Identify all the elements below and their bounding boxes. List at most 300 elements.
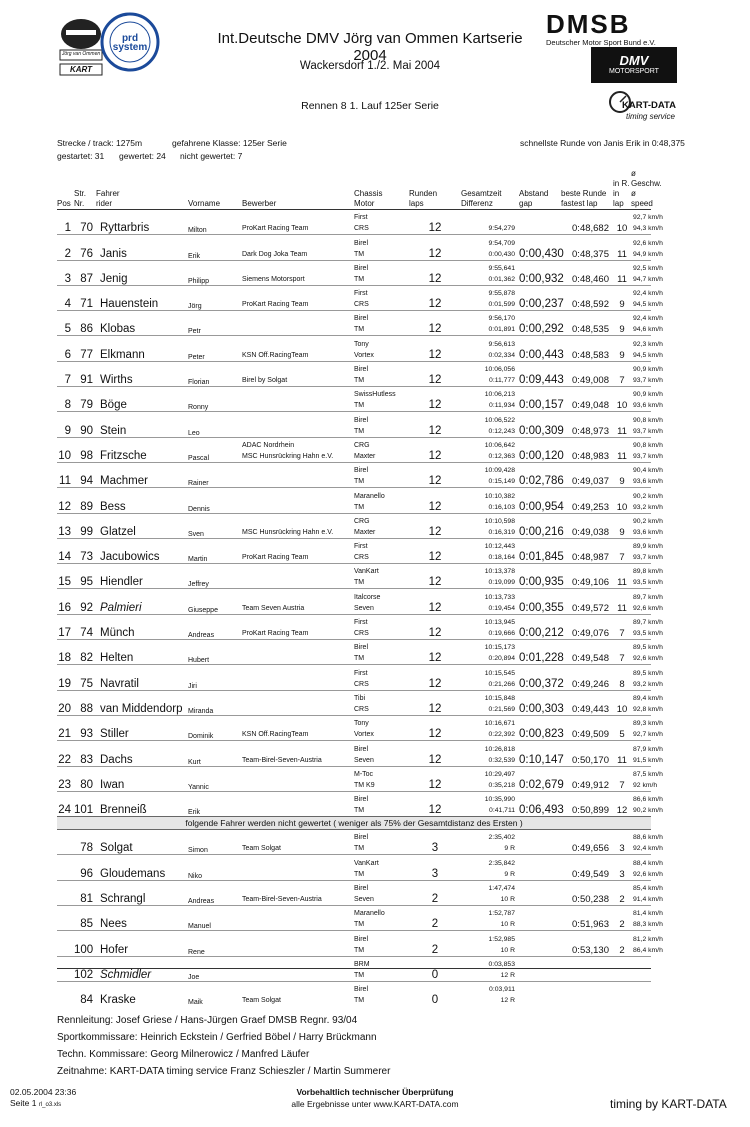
first-name: Andreas bbox=[188, 880, 242, 905]
rider-name: Schrangl bbox=[96, 880, 188, 905]
motor: TM bbox=[354, 946, 365, 954]
speed-fastest: 81,4 km/h bbox=[633, 910, 663, 918]
chassis-motor bbox=[354, 665, 409, 690]
position bbox=[57, 931, 74, 956]
start-number: 85 bbox=[74, 906, 96, 931]
table-row bbox=[57, 715, 651, 740]
best-lap-number: 10 bbox=[613, 690, 631, 715]
table-row bbox=[57, 855, 651, 880]
rider-name: Janis bbox=[96, 235, 188, 260]
chassis: Maranello bbox=[354, 492, 385, 500]
total-time bbox=[461, 488, 519, 513]
best-lap: 0:48,987 bbox=[561, 538, 613, 563]
laps: 12 bbox=[409, 361, 461, 386]
best-lap: 0:50,238 bbox=[561, 880, 613, 905]
average-speed bbox=[631, 830, 663, 855]
average-speed bbox=[631, 690, 663, 715]
rider-name: Elkmann bbox=[96, 336, 188, 361]
rider-name: Bess bbox=[96, 488, 188, 513]
first-name: Jörg bbox=[188, 285, 242, 310]
entrant-text: ProKart Racing Team bbox=[242, 554, 309, 562]
chassis: CRG bbox=[354, 517, 370, 525]
table-row bbox=[57, 830, 651, 855]
best-lap: 0:49,509 bbox=[561, 715, 613, 740]
motor: Vortex bbox=[354, 351, 374, 359]
average-speed bbox=[631, 210, 663, 235]
speed-fastest: 92,6 km/h bbox=[633, 239, 663, 247]
speed-average: 93,7 km/h bbox=[633, 427, 663, 435]
position: 22 bbox=[57, 741, 74, 766]
kartdata-logo bbox=[606, 88, 676, 124]
average-speed bbox=[631, 640, 663, 665]
rider-name: van Middendorp bbox=[96, 690, 188, 715]
col-chassis: Chassis Motor bbox=[354, 169, 409, 210]
first-name: Petr bbox=[188, 311, 242, 336]
entrant bbox=[242, 640, 354, 665]
dmsb-logo bbox=[546, 9, 676, 47]
fastest-lap-info: schnellste Runde von Janis Erik in 0:48,375 bbox=[520, 138, 685, 148]
table-row bbox=[57, 285, 651, 310]
gap: 0:00,932 bbox=[519, 260, 561, 285]
total-time bbox=[461, 880, 519, 905]
table-row bbox=[57, 766, 651, 791]
first-name: Milton bbox=[188, 210, 242, 235]
gap: 0:00,935 bbox=[519, 564, 561, 589]
start-number: 101 bbox=[74, 791, 96, 816]
chassis: M-Toc bbox=[354, 770, 374, 778]
motor: TM bbox=[354, 997, 365, 1005]
table-row bbox=[57, 488, 651, 513]
first-name: Dennis bbox=[188, 488, 242, 513]
table-row bbox=[57, 906, 651, 931]
start-number: 98 bbox=[74, 437, 96, 462]
total-time bbox=[461, 361, 519, 386]
chassis-motor bbox=[354, 715, 409, 740]
best-lap-number: 7 bbox=[613, 361, 631, 386]
entrant bbox=[242, 488, 354, 513]
chassis: Tibi bbox=[354, 694, 366, 702]
total-time-value: 10:06,056 bbox=[484, 366, 515, 374]
gap: 0:00,303 bbox=[519, 690, 561, 715]
best-lap-number: 12 bbox=[613, 791, 631, 816]
best-lap-number: 3 bbox=[613, 855, 631, 880]
position: 9 bbox=[57, 412, 74, 437]
best-lap bbox=[561, 981, 613, 1006]
first-name: Florian bbox=[188, 361, 242, 386]
start-number: 90 bbox=[74, 412, 96, 437]
position: 5 bbox=[57, 311, 74, 336]
total-time bbox=[461, 665, 519, 690]
gap bbox=[519, 210, 561, 235]
entrant bbox=[242, 981, 354, 1006]
motor: TM bbox=[354, 921, 365, 929]
average-speed bbox=[631, 336, 663, 361]
entrant bbox=[242, 931, 354, 956]
position: 4 bbox=[57, 285, 74, 310]
entrant-text: ADAC Nordrhein MSC Hunsrückring Hahn e.V. bbox=[242, 441, 334, 460]
total-time-value: 10:09,428 bbox=[484, 467, 515, 475]
best-lap-number: 11 bbox=[613, 564, 631, 589]
start-number: 92 bbox=[74, 589, 96, 614]
chassis-motor bbox=[354, 488, 409, 513]
laps: 12 bbox=[409, 665, 461, 690]
total-time-value: 0:03,911 bbox=[489, 986, 515, 994]
difference-value: 0:21,569 bbox=[488, 705, 515, 713]
position: 10 bbox=[57, 437, 74, 462]
best-lap-number: 11 bbox=[613, 260, 631, 285]
rider-name: Brenneiß bbox=[96, 791, 188, 816]
rider-name: Navratil bbox=[96, 665, 188, 690]
best-lap: 0:48,460 bbox=[561, 260, 613, 285]
table-row bbox=[57, 564, 651, 589]
speed-fastest: 90,4 km/h bbox=[633, 467, 663, 475]
difference-value: 0:02,334 bbox=[488, 351, 515, 359]
entrant bbox=[242, 614, 354, 639]
first-name: Sven bbox=[188, 513, 242, 538]
motor: Seven bbox=[354, 604, 374, 612]
start-number: 95 bbox=[74, 564, 96, 589]
difference-value: 0:18,164 bbox=[488, 554, 515, 562]
difference-value: 0:41,711 bbox=[489, 807, 515, 815]
entrant-text: Team-Birel-Seven-Austria bbox=[242, 756, 322, 764]
motor: Maxter bbox=[354, 528, 376, 536]
table-row bbox=[57, 462, 651, 487]
motor: TM bbox=[354, 275, 365, 283]
average-speed bbox=[631, 906, 663, 931]
table-row bbox=[57, 690, 651, 715]
laps: 12 bbox=[409, 311, 461, 336]
average-speed bbox=[631, 412, 663, 437]
position bbox=[57, 981, 74, 1006]
chassis-motor bbox=[354, 614, 409, 639]
total-time bbox=[461, 235, 519, 260]
total-time bbox=[461, 336, 519, 361]
average-speed bbox=[631, 931, 663, 956]
not-classified-label: folgende Fahrer werden nicht gewertet ( weniger als 75% der Gesamtdistanz des Ersten ) bbox=[57, 817, 651, 830]
entrant bbox=[242, 311, 354, 336]
average-speed bbox=[631, 488, 663, 513]
motor: TM bbox=[354, 870, 365, 878]
table-row bbox=[57, 361, 651, 386]
speed-fastest: 92,3 km/h bbox=[633, 340, 663, 348]
best-lap-number: 11 bbox=[613, 412, 631, 437]
total-time-value: 9:55,641 bbox=[488, 264, 515, 272]
rider-name: Solgat bbox=[96, 830, 188, 855]
footer-left bbox=[10, 1087, 76, 1111]
speed-fastest: 89,3 km/h bbox=[633, 720, 663, 728]
first-name: Maik bbox=[188, 981, 242, 1006]
speed-fastest: 90,2 km/h bbox=[633, 492, 663, 500]
motor: TM bbox=[354, 250, 365, 258]
position: 20 bbox=[57, 690, 74, 715]
table-row bbox=[57, 741, 651, 766]
average-speed bbox=[631, 715, 663, 740]
motor: CRS bbox=[354, 680, 369, 688]
gap bbox=[519, 830, 561, 855]
table-row bbox=[57, 260, 651, 285]
chassis: Birel bbox=[354, 834, 369, 842]
gap: 0:00,292 bbox=[519, 311, 561, 336]
gap: 0:00,954 bbox=[519, 488, 561, 513]
chassis: Birel bbox=[354, 366, 369, 374]
best-lap-number: 7 bbox=[613, 614, 631, 639]
scored-info: gewertet: 24 bbox=[119, 151, 166, 161]
entrant bbox=[242, 880, 354, 905]
speed-fastest: 87,5 km/h bbox=[633, 770, 663, 778]
best-lap-number: 9 bbox=[613, 285, 631, 310]
col-inlap: in R. in lap bbox=[613, 169, 631, 210]
entrant-text: Team Solgat bbox=[242, 997, 281, 1005]
chassis-motor bbox=[354, 690, 409, 715]
entrant-text: KSN Off.RacingTeam bbox=[242, 351, 309, 359]
speed-average: 93,5 km/h bbox=[633, 579, 663, 587]
table-row bbox=[57, 981, 651, 1006]
dmsb-sub: Deutscher Motor Sport Bund e.V. bbox=[546, 38, 656, 47]
rider-name: Münch bbox=[96, 614, 188, 639]
entrant bbox=[242, 741, 354, 766]
average-speed bbox=[631, 665, 663, 690]
total-time-value: 10:16,671 bbox=[484, 720, 515, 728]
laps: 12 bbox=[409, 614, 461, 639]
chassis: Birel bbox=[354, 315, 369, 323]
position: 3 bbox=[57, 260, 74, 285]
officials-line-1: Rennleitung: Josef Griese / Hans-Jürgen Graef DMSB Regnr. 93/04 bbox=[57, 1015, 358, 1026]
average-speed bbox=[631, 741, 663, 766]
total-time-value: 10:29,497 bbox=[484, 770, 515, 778]
page-number: Seite 1 bbox=[10, 1098, 37, 1108]
chassis-motor bbox=[354, 336, 409, 361]
first-name: Manuel bbox=[188, 906, 242, 931]
laps: 12 bbox=[409, 235, 461, 260]
laps: 2 bbox=[409, 931, 461, 956]
best-lap-number: 11 bbox=[613, 235, 631, 260]
motor: TM bbox=[354, 845, 365, 853]
motor: Seven bbox=[354, 896, 374, 904]
chassis-motor bbox=[354, 361, 409, 386]
chassis-motor bbox=[354, 285, 409, 310]
start-number: 86 bbox=[74, 311, 96, 336]
rider-name: Jenig bbox=[96, 260, 188, 285]
start-number: 81 bbox=[74, 880, 96, 905]
speed-average: 92 km/h bbox=[633, 781, 658, 789]
difference-value: 10 R bbox=[500, 896, 515, 904]
total-time bbox=[461, 285, 519, 310]
officials-line-3: Techn. Kommissare: Georg Milnerowicz / Manfred Läufer bbox=[57, 1049, 310, 1060]
chassis-motor bbox=[354, 462, 409, 487]
gap: 0:10,147 bbox=[519, 741, 561, 766]
position: 17 bbox=[57, 614, 74, 639]
started-info: gestartet: 31 bbox=[57, 151, 105, 161]
average-speed bbox=[631, 285, 663, 310]
total-time-value: 9:56,613 bbox=[488, 340, 515, 348]
total-time-value: 10:13,733 bbox=[484, 593, 515, 601]
best-lap-number: 7 bbox=[613, 766, 631, 791]
gap: 0:00,309 bbox=[519, 412, 561, 437]
position: 11 bbox=[57, 462, 74, 487]
chassis: Birel bbox=[354, 986, 369, 994]
start-number: 75 bbox=[74, 665, 96, 690]
entrant bbox=[242, 830, 354, 855]
laps: 12 bbox=[409, 260, 461, 285]
total-time-value: 10:13,378 bbox=[484, 568, 515, 576]
total-time bbox=[461, 931, 519, 956]
start-number: 102 bbox=[74, 956, 96, 981]
best-lap-number: 7 bbox=[613, 538, 631, 563]
difference-value: 0:20,894 bbox=[488, 655, 515, 663]
laps: 2 bbox=[409, 906, 461, 931]
table-row bbox=[57, 665, 651, 690]
best-lap: 0:50,170 bbox=[561, 741, 613, 766]
event-title: Int.Deutsche DMV Jörg van Ommen Kartserie 2004 bbox=[217, 30, 523, 64]
difference-value: 0:19,666 bbox=[488, 630, 515, 638]
chassis: VanKart bbox=[354, 859, 379, 867]
speed-fastest: 88,6 km/h bbox=[633, 834, 663, 842]
motor: CRS bbox=[354, 225, 369, 233]
position: 19 bbox=[57, 665, 74, 690]
entrant bbox=[242, 791, 354, 816]
average-speed bbox=[631, 981, 651, 1006]
best-lap: 0:49,253 bbox=[561, 488, 613, 513]
best-lap: 0:48,535 bbox=[561, 311, 613, 336]
entrant bbox=[242, 538, 354, 563]
motor: Maxter bbox=[354, 452, 376, 460]
total-time bbox=[461, 981, 519, 1006]
total-time bbox=[461, 640, 519, 665]
best-lap: 0:53,130 bbox=[561, 931, 613, 956]
difference-value: 0:21,266 bbox=[488, 680, 515, 688]
position bbox=[57, 880, 74, 905]
speed-average: 92,7 km/h bbox=[633, 731, 663, 739]
position bbox=[57, 855, 74, 880]
best-lap: 0:49,106 bbox=[561, 564, 613, 589]
dmsb-word: DMSB bbox=[546, 9, 631, 39]
laps: 12 bbox=[409, 640, 461, 665]
difference-value: 10 R bbox=[500, 946, 515, 954]
speed-fastest: 90,9 km/h bbox=[633, 391, 663, 399]
chassis: First bbox=[354, 543, 368, 551]
speed-fastest: 89,9 km/h bbox=[633, 543, 663, 551]
laps: 12 bbox=[409, 690, 461, 715]
col-nr: Str. Nr. bbox=[74, 169, 96, 210]
chassis: SwissHutless bbox=[354, 391, 396, 399]
laps: 12 bbox=[409, 437, 461, 462]
motor: TM bbox=[354, 402, 365, 410]
best-lap: 0:51,963 bbox=[561, 906, 613, 931]
rider-name: Iwan bbox=[96, 766, 188, 791]
table-row bbox=[57, 640, 651, 665]
chassis: Birel bbox=[354, 745, 369, 753]
speed-average: 92,6 km/h bbox=[633, 604, 663, 612]
gap: 0:00,372 bbox=[519, 665, 561, 690]
total-time-value: 2:35,842 bbox=[488, 859, 515, 867]
chassis: First bbox=[354, 290, 368, 298]
speed-average: 94,6 km/h bbox=[633, 326, 663, 334]
rider-name: Hauenstein bbox=[96, 285, 188, 310]
total-time-value: 10:15,848 bbox=[484, 694, 515, 702]
gap: 0:02,786 bbox=[519, 462, 561, 487]
table-row bbox=[57, 336, 651, 361]
laps: 3 bbox=[409, 830, 461, 855]
total-time-value: 1:47,474 bbox=[488, 885, 515, 893]
average-speed bbox=[631, 513, 663, 538]
rider-name: Jacubowics bbox=[96, 538, 188, 563]
best-lap: 0:49,038 bbox=[561, 513, 613, 538]
start-number: 91 bbox=[74, 361, 96, 386]
entrant-text: ProKart Racing Team bbox=[242, 225, 309, 233]
difference-value: 12 R bbox=[500, 971, 515, 979]
difference-value: 0:11,777 bbox=[489, 377, 515, 385]
difference-value: 0:12,243 bbox=[488, 427, 515, 435]
best-lap-number: 10 bbox=[613, 488, 631, 513]
gap: 0:02,679 bbox=[519, 766, 561, 791]
position: 14 bbox=[57, 538, 74, 563]
motor: TM bbox=[354, 971, 365, 979]
best-lap-number: 9 bbox=[613, 462, 631, 487]
total-time bbox=[461, 210, 519, 235]
best-lap-number: 3 bbox=[613, 830, 631, 855]
total-time bbox=[461, 311, 519, 336]
speed-average: 91,4 km/h bbox=[633, 896, 663, 904]
speed-average: 86,4 km/h bbox=[633, 946, 663, 954]
col-laps: Runden laps bbox=[409, 169, 461, 210]
speed-average: 94,3 km/h bbox=[633, 225, 663, 233]
chassis: Maranello bbox=[354, 910, 385, 918]
difference-value: 12 R bbox=[500, 997, 515, 1005]
speed-fastest: 90,2 km/h bbox=[633, 517, 663, 525]
best-lap: 0:50,899 bbox=[561, 791, 613, 816]
first-name: Hubert bbox=[188, 640, 242, 665]
total-time-value: 1:52,787 bbox=[488, 910, 515, 918]
speed-fastest: 90,9 km/h bbox=[633, 366, 663, 374]
start-number: 96 bbox=[74, 855, 96, 880]
print-date: 02.05.2004 23:36 bbox=[10, 1087, 77, 1097]
entrant-text: MSC Hunsrückring Hahn e.V. bbox=[242, 528, 334, 536]
average-speed bbox=[631, 361, 663, 386]
speed-average: 88,3 km/h bbox=[633, 921, 663, 929]
best-lap: 0:49,048 bbox=[561, 387, 613, 412]
entrant bbox=[242, 361, 354, 386]
entrant bbox=[242, 564, 354, 589]
average-speed bbox=[631, 589, 663, 614]
gap bbox=[519, 880, 561, 905]
speed-average: 93,7 km/h bbox=[633, 377, 663, 385]
speed-fastest: 87,9 km/h bbox=[633, 745, 663, 753]
speed-average: 93,2 km/h bbox=[633, 503, 663, 511]
chassis-motor bbox=[354, 981, 409, 1006]
officials bbox=[57, 1012, 390, 1080]
motor: CRS bbox=[354, 301, 369, 309]
total-time bbox=[461, 614, 519, 639]
best-lap-number: 2 bbox=[613, 880, 631, 905]
gap: 0:00,212 bbox=[519, 614, 561, 639]
best-lap-number: 10 bbox=[613, 210, 631, 235]
start-number: 87 bbox=[74, 260, 96, 285]
motor: TM bbox=[354, 807, 365, 815]
total-time-value: 10:06,522 bbox=[484, 416, 515, 424]
average-speed bbox=[631, 462, 663, 487]
position: 1 bbox=[57, 210, 74, 235]
first-name: Rainer bbox=[188, 462, 242, 487]
chassis: Tony bbox=[354, 340, 369, 348]
total-time bbox=[461, 690, 519, 715]
gap: 0:00,430 bbox=[519, 235, 561, 260]
gap bbox=[519, 931, 561, 956]
rider-name: Kraske bbox=[96, 981, 188, 1006]
average-speed bbox=[631, 880, 663, 905]
chassis-motor bbox=[354, 437, 409, 462]
chassis-motor bbox=[354, 235, 409, 260]
average-speed bbox=[631, 311, 663, 336]
